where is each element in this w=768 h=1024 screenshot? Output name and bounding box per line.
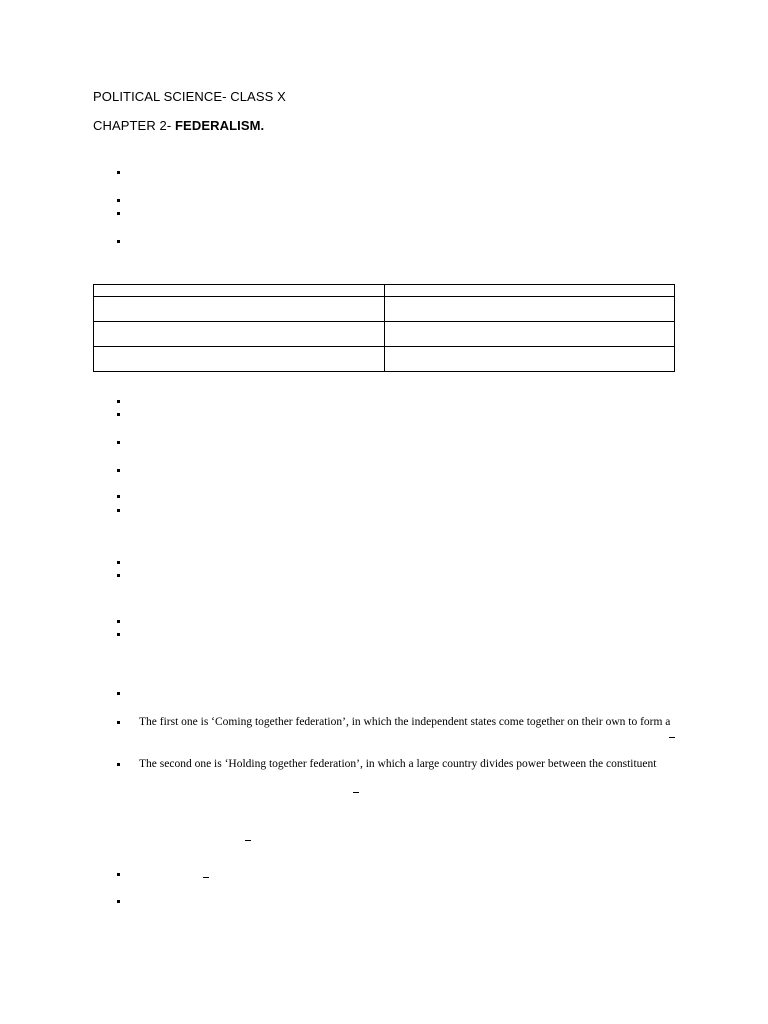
bullet-marker (117, 171, 120, 174)
table-cell (94, 297, 385, 322)
bullet-marker (117, 441, 120, 444)
bullet-marker (117, 199, 120, 202)
bullet-marker (117, 240, 120, 243)
paragraph-coming-together: The first one is ‘Coming together federation’, in which the independent states come together on their own to form a (139, 716, 671, 728)
chapter-heading (93, 118, 264, 133)
table-cell (384, 297, 675, 322)
bullet-marker (117, 469, 120, 472)
table-row (94, 285, 675, 297)
bullet-marker (117, 509, 120, 512)
dash-mark (245, 840, 251, 841)
table-cell (384, 322, 675, 347)
comparison-table (93, 284, 675, 372)
dash-mark (669, 737, 675, 738)
table-row (94, 297, 675, 322)
bullet-marker (117, 212, 120, 215)
table-cell (94, 322, 385, 347)
bullet-marker (117, 633, 120, 636)
table-cell (94, 285, 385, 297)
bullet-marker (117, 721, 120, 724)
table-cell (94, 347, 385, 372)
bullet-marker (117, 620, 120, 623)
bullet-marker (117, 561, 120, 564)
bullet-marker (117, 900, 120, 903)
document-title: POLITICAL SCIENCE- CLASS X (93, 89, 286, 104)
dash-mark (353, 792, 359, 793)
chapter-name: FEDERALISM. (175, 118, 265, 133)
bullet-marker (117, 692, 120, 695)
bullet-marker (117, 413, 120, 416)
table-cell (384, 347, 675, 372)
table-row (94, 322, 675, 347)
bullet-marker (117, 495, 120, 498)
bullet-marker (117, 574, 120, 577)
table-cell (384, 285, 675, 297)
dash-mark (203, 877, 209, 878)
paragraph-holding-together: The second one is ‘Holding together federation’, in which a large country divides power between the constituent (139, 758, 657, 770)
bullet-marker (117, 400, 120, 403)
table-row (94, 347, 675, 372)
bullet-marker (117, 873, 120, 876)
bullet-marker (117, 763, 120, 766)
chapter-prefix: CHAPTER 2- (93, 118, 176, 133)
